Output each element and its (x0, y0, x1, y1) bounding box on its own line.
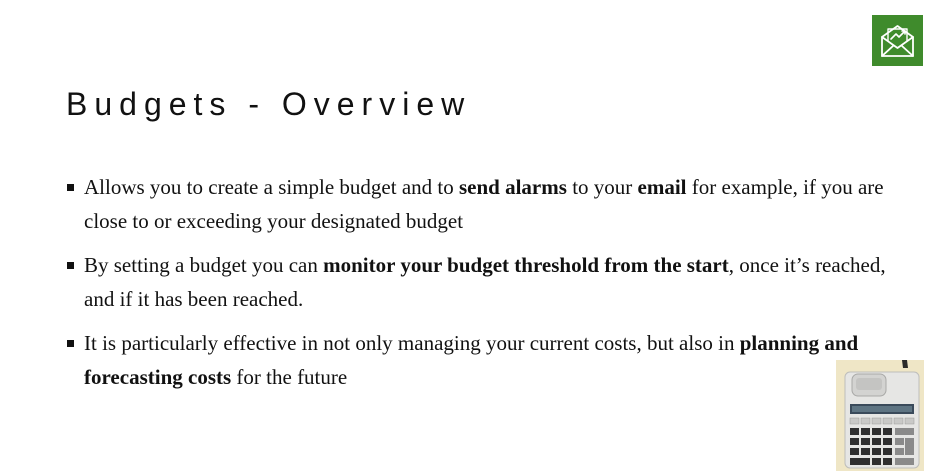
text-segment: It is particularly effective in not only managing your current costs, but also in (84, 331, 740, 355)
bullet-list (66, 170, 896, 404)
bullet-item (66, 248, 896, 316)
text-segment: for the future (231, 365, 348, 389)
bullet-square-icon (67, 340, 74, 347)
bullet-text (84, 253, 886, 311)
bullet-item (66, 326, 896, 394)
bold-segment: email (637, 175, 687, 199)
text-segment: By setting a budget you can (84, 253, 324, 277)
bullet-text (84, 175, 884, 233)
text-segment: Allows you to create a simple budget and to (84, 175, 459, 199)
text-segment: for example, if you are close to or exceeding your designated budget (84, 175, 884, 233)
calculator-photo (836, 360, 924, 471)
bullet-square-icon (67, 262, 74, 269)
bold-segment: planning and forecasting costs (84, 331, 859, 389)
budget-envelope-chart-icon (872, 15, 923, 66)
slide-title: Budgets - Overview (66, 86, 472, 122)
text-segment: to your (566, 175, 638, 199)
bold-segment: send alarms (459, 175, 567, 199)
text-segment: , once it’s reached, and if it has been reached. (84, 253, 886, 311)
bullet-text (84, 331, 858, 389)
bullet-square-icon (67, 184, 74, 191)
bullet-item (66, 170, 896, 238)
bold-segment: monitor your budget threshold from the start (323, 253, 729, 277)
